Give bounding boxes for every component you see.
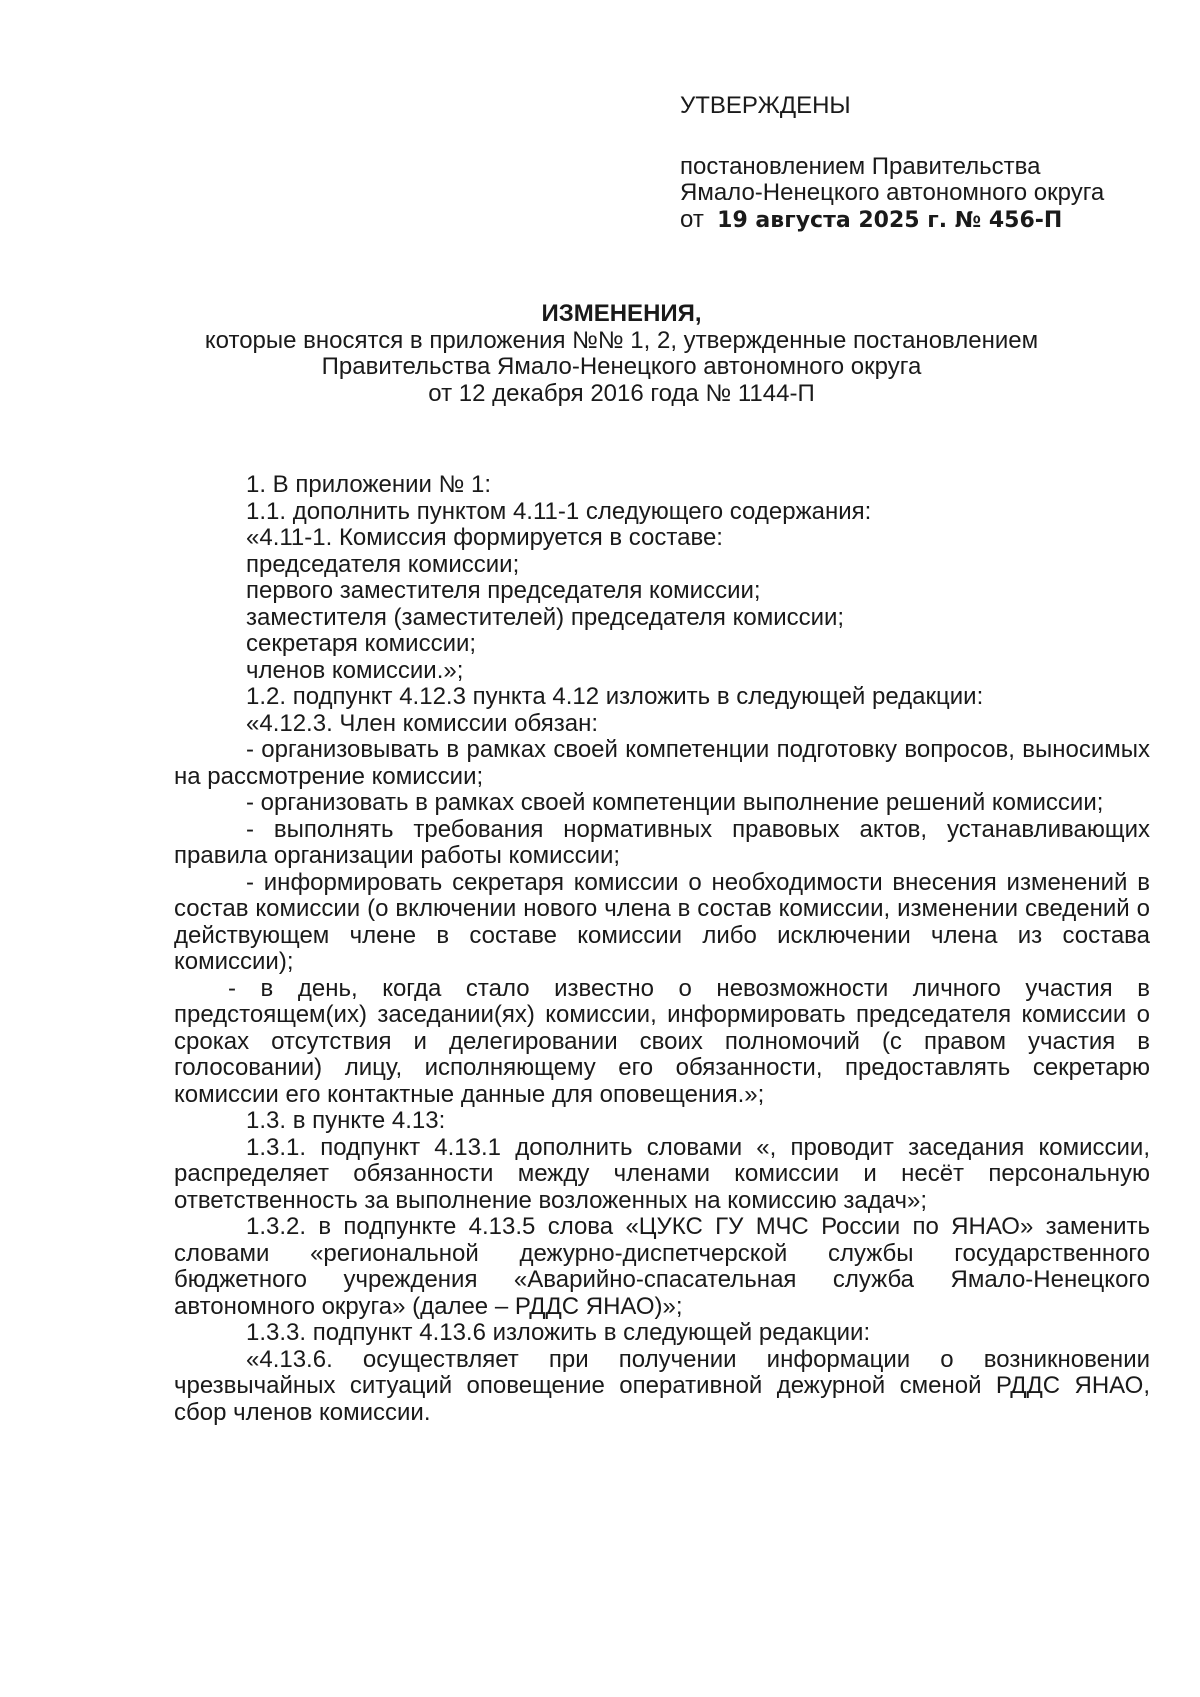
paragraph: «4.11-1. Комиссия формируется в составе: (246, 524, 723, 551)
paragraph: - организовать в рамках своей компетенции выполнение решений комиссии; (246, 789, 1104, 816)
paragraph: - информировать секретаря комиссии о необходимости внесения изменений в состав комиссии (о включении нового члена в состав комиссии, изменении сведений о действующем члене в составе комиссии либо исключении члена из состава комиссии); (174, 868, 1150, 975)
approval-date (680, 207, 1160, 235)
approval-line-2: Ямало-Ненецкого автономного округа (680, 179, 1105, 206)
approval-heading: УТВЕРЖДЕНЫ (680, 92, 851, 119)
title-line-2: Правительства Ямало-Ненецкого автономного округа (321, 353, 922, 380)
spacer (680, 120, 1160, 154)
paragraph: членов комиссии.»; (246, 656, 464, 684)
paragraph: - организовывать в рамках своей компетенции подготовку вопросов, выносимых на рассмотрение комиссии; (174, 736, 1150, 790)
title-line-3: от 12 декабря 2016 года № 1144-П (428, 379, 815, 407)
paragraph: 1. В приложении № 1: (246, 471, 492, 498)
approval-block (680, 93, 1160, 234)
title-main: ИЗМЕНЕНИЯ, (541, 300, 702, 327)
paragraph: 1.3.2. в подпункте 4.13.5 слова «ЦУКС ГУ МЧС России по ЯНАО» заменить словами «региональной дежурно-диспетчерской службы государственного бюджетного учреждения «Аварийно-спасательная служба Ямало-Ненецкого автономного округа» (далее – РДДС ЯНАО)»; (174, 1213, 1150, 1320)
approval-date-prefix: от (680, 205, 704, 233)
approval-date-value: 19 августа 2025 г. № 456-П (717, 207, 1063, 233)
paragraph: - в день, когда стало известно о невозможности личного участия в предстоящем(их) заседании(ях) комиссии, информировать председателя комиссии о сроках отсутствия и делегировании своих полномочий (с правом участия в голосовании) лицу, исполняющему его обязанности, предоставлять секретарю комиссии его контактные данные для оповещения.»; (174, 974, 1150, 1108)
paragraph: председателя комиссии; (246, 550, 520, 578)
paragraph: секретаря комиссии; (246, 630, 477, 657)
paragraph: 1.3.1. подпункт 4.13.1 дополнить словами «, проводит заседания комиссии, распределяет обязанности между членами комиссии и несёт персональную ответственность за выполнение возложенных на комиссию задач»; (174, 1133, 1150, 1214)
paragraph: «4.12.3. Член комиссии обязан: (246, 709, 599, 737)
paragraph: 1.2. подпункт 4.12.3 пункта 4.12 изложить в следующей редакции: (246, 683, 984, 710)
paragraph: 1.3. в пункте 4.13: (246, 1107, 446, 1134)
title-line-1: которые вносятся в приложения №№ 1, 2, утвержденные постановлением (204, 326, 1039, 354)
paragraph: 1.1. дополнить пунктом 4.11-1 следующего содержания: (246, 497, 872, 525)
paragraph: - выполнять требования нормативных правовых актов, устанавливающих правила организации работы комиссии; (174, 815, 1150, 869)
paragraph: «4.13.6. осуществляет при получении информации о возникновении чрезвычайных ситуаций оповещение оперативной дежурной сменой РДДС ЯНАО, сбор членов комиссии. (174, 1345, 1150, 1426)
document-title (170, 301, 1073, 407)
paragraph: заместителя (заместителей) председателя комиссии; (246, 603, 845, 631)
approval-line-1: постановлением Правительства (680, 152, 1041, 180)
document-body (174, 472, 1150, 1426)
paragraph: 1.3.3. подпункт 4.13.6 изложить в следующей редакции: (246, 1319, 871, 1346)
paragraph: первого заместителя председателя комиссии; (246, 577, 761, 604)
